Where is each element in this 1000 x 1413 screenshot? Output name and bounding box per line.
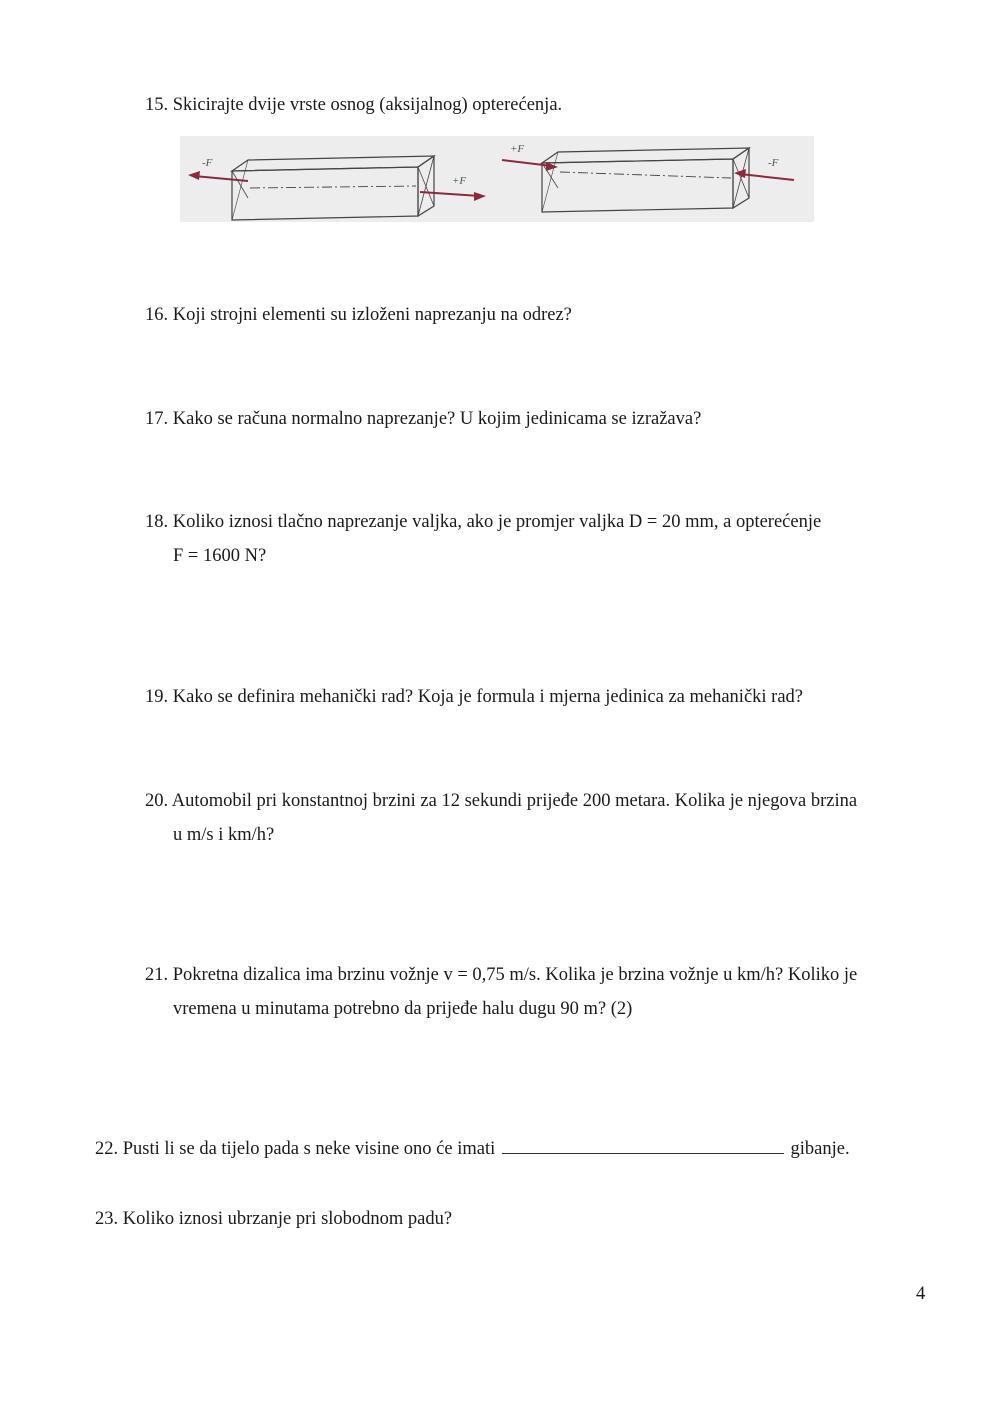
question-17 xyxy=(145,402,701,436)
question-18 xyxy=(145,505,821,573)
compression-bar xyxy=(542,148,749,212)
question-22-before: 22. Pusti li se da tijelo pada s neke visine ono će imati xyxy=(95,1139,496,1159)
question-21 xyxy=(145,958,857,1026)
question-16 xyxy=(145,298,572,332)
question-22-after: gibanje. xyxy=(790,1139,850,1159)
tension-left-arrow xyxy=(188,171,248,181)
axial-load-figure xyxy=(180,136,814,222)
tension-right-label: +F xyxy=(452,175,467,187)
compression-left-label: +F xyxy=(510,143,525,155)
compression-right-label: -F xyxy=(768,157,779,169)
compression-right-arrow xyxy=(734,169,794,180)
fill-in-blank[interactable] xyxy=(502,1133,784,1154)
question-18-line2: F = 1600 N? xyxy=(173,546,267,566)
tension-bar xyxy=(232,156,434,220)
question-20-line1: 20. Automobil pri konstantnoj brzini za 12 sekundi prijeđe 200 metara. Kolika je njegova brzina xyxy=(145,791,858,811)
question-20 xyxy=(145,784,857,852)
question-23-text: 23. Koliko iznosi ubrzanje pri slobodnom padu? xyxy=(95,1209,453,1229)
axial-load-sketch xyxy=(180,136,814,222)
compression-left-arrow xyxy=(502,160,558,171)
question-21-line2: vremena u minutama potrebno da prijeđe halu dugu 90 m? (2) xyxy=(173,999,633,1019)
question-17-text: 17. Kako se računa normalno naprezanje? U kojim jedinicama se izražava? xyxy=(145,409,702,429)
question-18-line1: 18. Koliko iznosi tlačno naprezanje valjka, ako je promjer valjka D = 20 mm, a opterećenje xyxy=(145,512,822,532)
question-15-text: 15. Skicirajte dvije vrste osnog (aksijalnog) opterećenja. xyxy=(145,95,563,115)
question-20-line2: u m/s i km/h? xyxy=(173,825,275,845)
page-number: 4 xyxy=(916,1284,926,1304)
question-16-text: 16. Koji strojni elementi su izloženi naprezanju na odrez? xyxy=(145,305,572,325)
tension-left-label: -F xyxy=(202,157,213,169)
question-15 xyxy=(145,88,562,122)
question-23 xyxy=(95,1202,452,1236)
question-21-line1: 21. Pokretna dizalica ima brzinu vožnje v = 0,75 m/s. Kolika je brzina vožnje u km/h? Koliko je xyxy=(145,965,858,985)
question-22 xyxy=(95,1132,850,1166)
question-19-text: 19. Kako se definira mehanički rad? Koja je formula i mjerna jedinica za mehanički rad? xyxy=(145,687,804,707)
question-19 xyxy=(145,680,803,714)
